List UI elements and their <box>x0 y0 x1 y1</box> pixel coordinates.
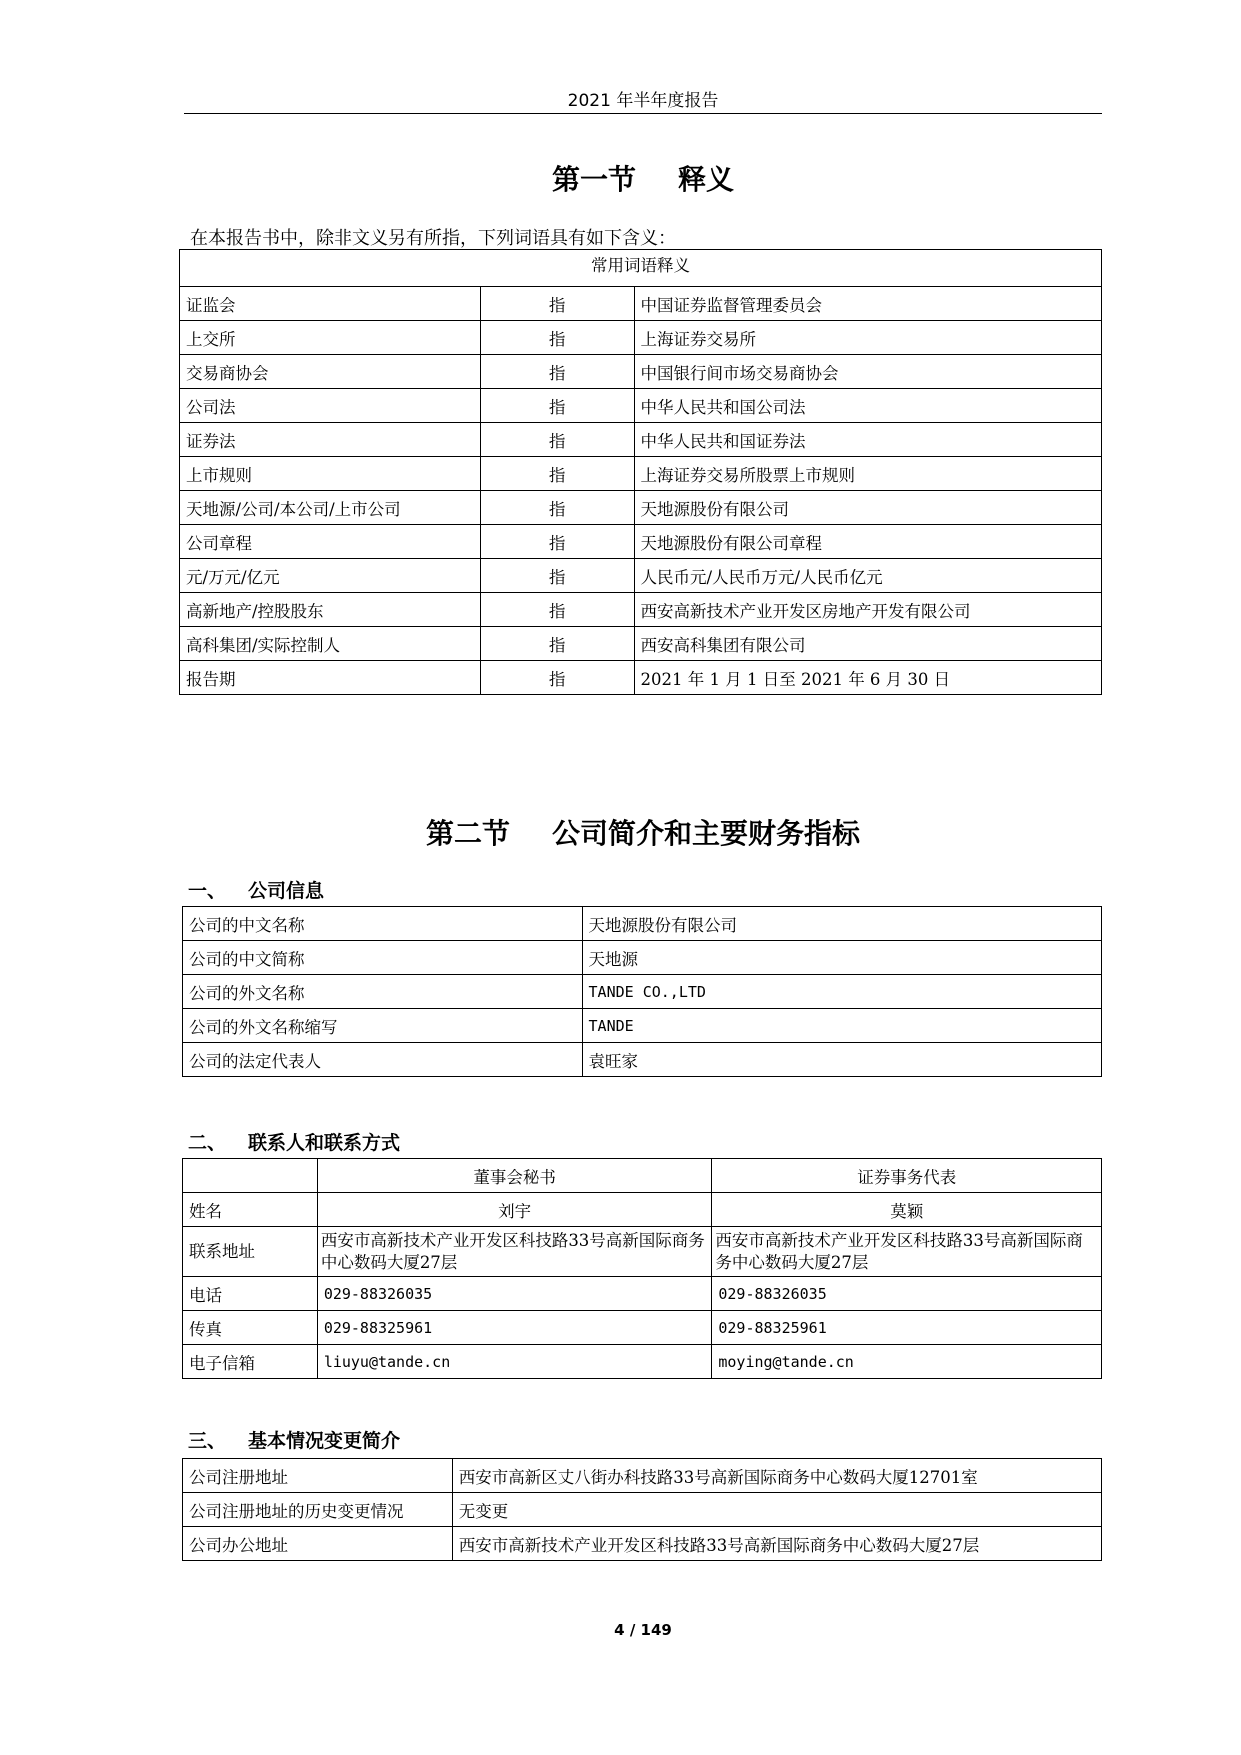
table-row <box>183 1043 1102 1077</box>
table-row <box>183 1311 1102 1345</box>
glossary-definition: 上海证券交易所股票上市规则 <box>634 457 1102 491</box>
glossary-ref: 指 <box>480 457 634 491</box>
company-info-table <box>182 906 1102 1077</box>
glossary-term: 报告期 <box>180 661 481 695</box>
secretary-value: 029-88326035 <box>317 1277 712 1311</box>
table-row <box>180 423 1102 457</box>
basic-changes-table <box>182 1458 1102 1561</box>
glossary-term: 上交所 <box>180 321 481 355</box>
change-value: 西安市高新技术产业开发区科技路33号高新国际商务中心数码大厦27层 <box>452 1527 1101 1561</box>
glossary-term: 证券法 <box>180 423 481 457</box>
section2-label: 第二节 <box>425 817 510 850</box>
glossary-definition: 人民币元/人民币万元/人民币亿元 <box>634 559 1102 593</box>
table-row <box>183 1527 1102 1561</box>
rep-value: 西安市高新技术产业开发区科技路33号高新国际商务中心数码大厦27层 <box>712 1227 1102 1277</box>
table-row <box>183 1345 1102 1379</box>
change-value: 无变更 <box>452 1493 1101 1527</box>
table-row <box>180 457 1102 491</box>
table-row <box>183 1493 1102 1527</box>
contact-label: 电话 <box>183 1277 318 1311</box>
glossary-ref: 指 <box>480 559 634 593</box>
secretary-value: 029-88325961 <box>317 1311 712 1345</box>
header-divider <box>184 113 1102 114</box>
glossary-definition: 2021 年 1 月 1 日至 2021 年 6 月 30 日 <box>634 661 1102 695</box>
glossary-ref: 指 <box>480 355 634 389</box>
section1-label: 第一节 <box>551 163 636 196</box>
contact-label: 电子信箱 <box>183 1345 318 1379</box>
contacts-header-row <box>183 1159 1102 1193</box>
col-secretary-header: 董事会秘书 <box>317 1159 712 1193</box>
table-row <box>180 661 1102 695</box>
contact-label: 联系地址 <box>183 1227 318 1277</box>
rep-value: 莫颖 <box>712 1193 1102 1227</box>
contact-label: 姓名 <box>183 1193 318 1227</box>
table-row <box>183 1227 1102 1277</box>
table-row <box>180 355 1102 389</box>
glossary-definition: 中国证券监督管理委员会 <box>634 287 1102 321</box>
glossary-ref: 指 <box>480 389 634 423</box>
table-row <box>180 627 1102 661</box>
table-row <box>183 941 1102 975</box>
table-row <box>183 907 1102 941</box>
change-label: 公司注册地址的历史变更情况 <box>183 1493 453 1527</box>
table-row <box>183 975 1102 1009</box>
info-label: 公司的外文名称 <box>183 975 583 1009</box>
glossary-ref: 指 <box>480 661 634 695</box>
table-row <box>183 1193 1102 1227</box>
glossary-caption-row <box>180 250 1102 287</box>
basic-changes-heading <box>188 1426 400 1453</box>
basic-changes-title: 基本情况变更简介 <box>248 1430 401 1452</box>
page-number: 4 / 149 <box>614 1621 672 1639</box>
contacts-corner-cell <box>183 1159 318 1193</box>
glossary-definition: 西安高新技术产业开发区房地产开发有限公司 <box>634 593 1102 627</box>
glossary-ref: 指 <box>480 491 634 525</box>
info-value: 天地源 <box>582 941 1101 975</box>
table-row <box>180 321 1102 355</box>
rep-value: 029-88326035 <box>712 1277 1102 1311</box>
rep-value: 029-88325961 <box>712 1311 1102 1345</box>
col-rep-header: 证券事务代表 <box>712 1159 1102 1193</box>
glossary-term: 公司法 <box>180 389 481 423</box>
glossary-term: 天地源/公司/本公司/上市公司 <box>180 491 481 525</box>
glossary-ref: 指 <box>480 627 634 661</box>
section2-title <box>184 812 1102 852</box>
info-label: 公司的外文名称缩写 <box>183 1009 583 1043</box>
glossary-definition: 天地源股份有限公司章程 <box>634 525 1102 559</box>
section1-intro: 在本报告书中，除非文义另有所指，下列词语具有如下含义： <box>190 228 676 249</box>
secretary-value: 刘宇 <box>317 1193 712 1227</box>
company-info-title: 公司信息 <box>248 880 325 902</box>
change-label: 公司办公地址 <box>183 1527 453 1561</box>
glossary-definition: 天地源股份有限公司 <box>634 491 1102 525</box>
contacts-table <box>182 1158 1102 1379</box>
info-label: 公司的中文简称 <box>183 941 583 975</box>
glossary-caption: 常用词语释义 <box>180 250 1102 287</box>
secretary-email: liuyu@tande.cn <box>317 1345 712 1379</box>
glossary-term: 证监会 <box>180 287 481 321</box>
glossary-ref: 指 <box>480 593 634 627</box>
table-row <box>180 525 1102 559</box>
info-value: TANDE <box>582 1009 1101 1043</box>
info-value: TANDE CO.,LTD <box>582 975 1101 1009</box>
table-row <box>180 593 1102 627</box>
table-row <box>180 491 1102 525</box>
glossary-term: 上市规则 <box>180 457 481 491</box>
secretary-value: 西安市高新技术产业开发区科技路33号高新国际商务中心数码大厦27层 <box>317 1227 712 1277</box>
table-row <box>183 1277 1102 1311</box>
info-value: 天地源股份有限公司 <box>582 907 1101 941</box>
contact-label: 传真 <box>183 1311 318 1345</box>
glossary-ref: 指 <box>480 525 634 559</box>
glossary-term: 元/万元/亿元 <box>180 559 481 593</box>
info-value: 袁旺家 <box>582 1043 1101 1077</box>
glossary-ref: 指 <box>480 321 634 355</box>
contacts-num: 二、 <box>188 1132 227 1154</box>
company-info-num: 一、 <box>188 880 227 902</box>
glossary-term: 高科集团/实际控制人 <box>180 627 481 661</box>
rep-email: moying@tande.cn <box>712 1345 1102 1379</box>
glossary-term: 公司章程 <box>180 525 481 559</box>
table-row <box>183 1009 1102 1043</box>
change-label: 公司注册地址 <box>183 1459 453 1493</box>
table-row <box>183 1459 1102 1493</box>
glossary-term: 高新地产/控股股东 <box>180 593 481 627</box>
section1-title <box>184 158 1102 198</box>
section2-heading: 公司简介和主要财务指标 <box>552 817 861 850</box>
section1-heading: 释义 <box>678 163 735 196</box>
change-value: 西安市高新区丈八街办科技路33号高新国际商务中心数码大厦12701室 <box>452 1459 1101 1493</box>
glossary-definition: 西安高科集团有限公司 <box>634 627 1102 661</box>
glossary-term: 交易商协会 <box>180 355 481 389</box>
contacts-title: 联系人和联系方式 <box>248 1132 401 1154</box>
glossary-ref: 指 <box>480 287 634 321</box>
glossary-ref: 指 <box>480 423 634 457</box>
company-info-heading <box>188 876 324 903</box>
glossary-definition: 中国银行间市场交易商协会 <box>634 355 1102 389</box>
basic-changes-num: 三、 <box>188 1430 227 1452</box>
info-label: 公司的法定代表人 <box>183 1043 583 1077</box>
glossary-definition: 上海证券交易所 <box>634 321 1102 355</box>
table-row <box>180 389 1102 423</box>
table-row <box>180 287 1102 321</box>
page-header: 2021 年半年度报告 <box>567 91 719 111</box>
contacts-heading <box>188 1128 400 1155</box>
table-row <box>180 559 1102 593</box>
glossary-table <box>179 249 1102 695</box>
info-label: 公司的中文名称 <box>183 907 583 941</box>
glossary-definition: 中华人民共和国公司法 <box>634 389 1102 423</box>
glossary-definition: 中华人民共和国证券法 <box>634 423 1102 457</box>
